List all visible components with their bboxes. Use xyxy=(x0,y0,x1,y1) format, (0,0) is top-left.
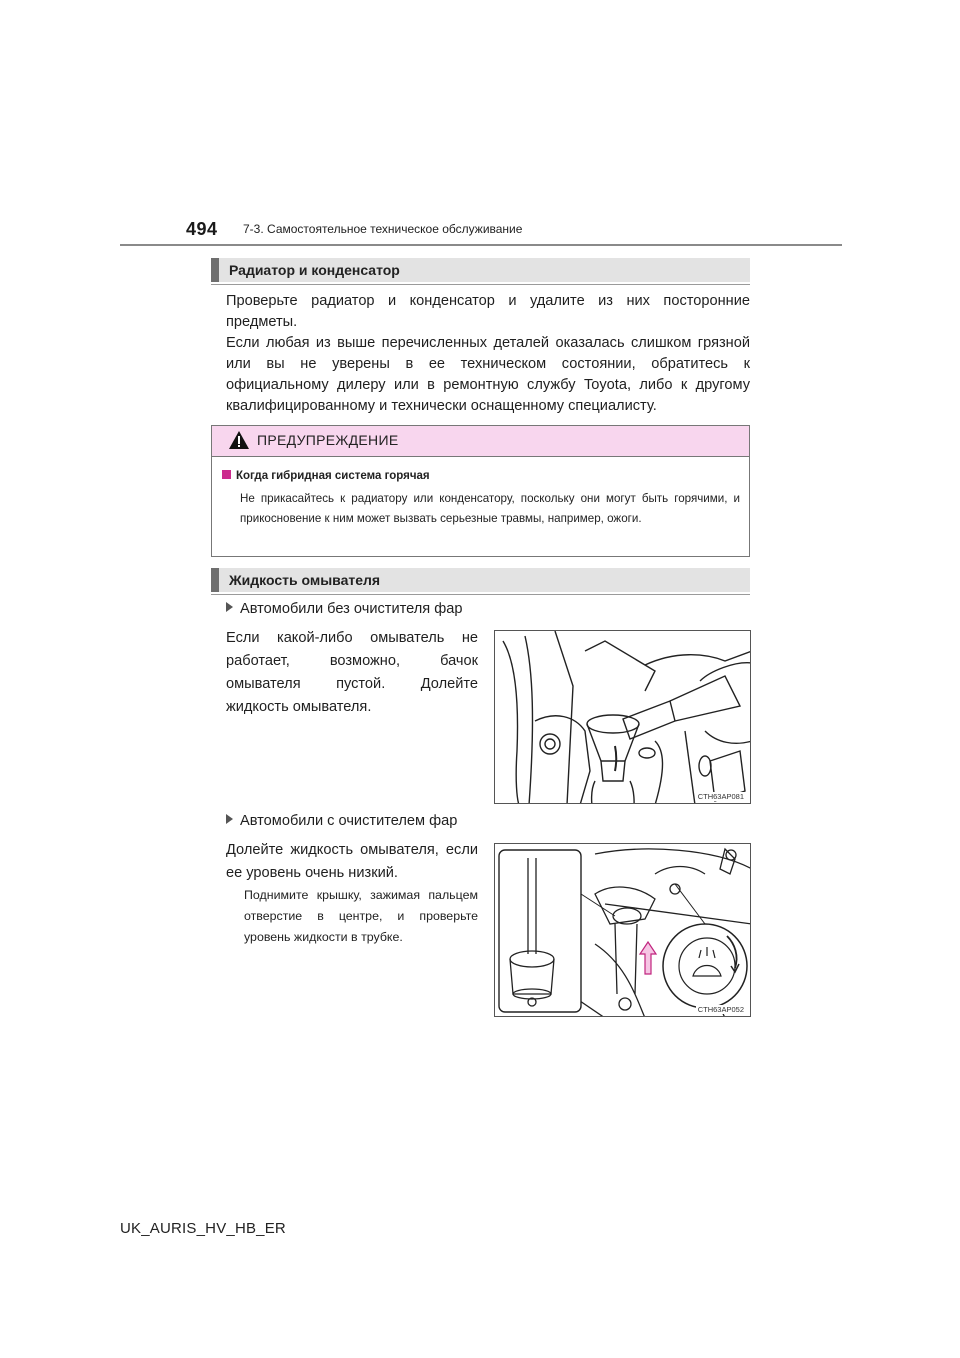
page-number: 494 xyxy=(186,219,218,239)
warning-title: ПРЕДУПРЕЖДЕНИЕ xyxy=(257,432,399,448)
bullet-triangle-icon xyxy=(226,814,233,824)
warning-subtitle-label: Когда гибридная система горячая xyxy=(236,470,430,482)
bullet-item-with-cleaner xyxy=(226,813,457,829)
up-arrow-icon xyxy=(640,942,656,974)
accent-square-icon xyxy=(222,470,231,479)
radiator-paragraph-1: Проверьте радиатор и конденсатор и удалите из них посторонние предметы. xyxy=(226,293,750,330)
figure-code: CTH63AP052 xyxy=(697,1005,744,1014)
washer-cap-illustration xyxy=(495,844,751,1017)
washer-note: Поднимите крышку, зажимая пальцем отверстие в центре, и проверьте уровень жидкости в трубке. xyxy=(244,888,478,944)
bullet-item-no-cleaner xyxy=(226,601,462,617)
section-heading-radiator xyxy=(211,258,750,282)
bullet-label: Автомобили без очистителя фар xyxy=(240,601,463,617)
warning-text: Не прикасайтесь к радиатору или конденсатору, поскольку они могут быть горячими, и прикосновение к ним может вызвать серьезные травмы, например, ожоги. xyxy=(240,492,740,525)
filling-washer-illustration xyxy=(495,631,751,804)
figure-filling-washer xyxy=(494,630,751,804)
bullet-label: Автомобили с очистителем фар xyxy=(240,813,458,829)
figure-washer-cap xyxy=(494,843,751,1017)
bullet-triangle-icon xyxy=(226,602,233,612)
footer-code: UK_AURIS_HV_HB_ER xyxy=(120,1220,286,1237)
header-rule xyxy=(120,244,842,246)
section-heading-label: Жидкость омывателя xyxy=(229,572,381,588)
figure-code: CTH63AP081 xyxy=(697,792,744,801)
washer-text-1: Если какой-либо омыватель не работает, возможно, бачок омывателя пустой. Долейте жидкость омывателя. xyxy=(226,630,478,715)
section-heading-label: Радиатор и конденсатор xyxy=(229,262,400,278)
chapter-title: 7-3. Самостоятельное техническое обслуживание xyxy=(243,222,523,236)
warning-box xyxy=(211,425,750,557)
radiator-paragraph-2: Если любая из выше перечисленных деталей оказалась слишком грязной или вы не уверены в ее техническом состоянии, обратитесь к официальному дилеру или в ремонтную службу Toyota, либо к другому квалифицированному и технически оснащенному специалисту. xyxy=(226,335,750,414)
warning-header xyxy=(212,426,749,457)
warning-subtitle xyxy=(222,470,430,482)
section-heading-washer xyxy=(211,568,750,592)
warning-triangle-icon xyxy=(228,430,250,450)
radiator-text xyxy=(226,291,750,417)
washer-text-2: Долейте жидкость омывателя, если ее уровень очень низкий. xyxy=(226,842,478,881)
